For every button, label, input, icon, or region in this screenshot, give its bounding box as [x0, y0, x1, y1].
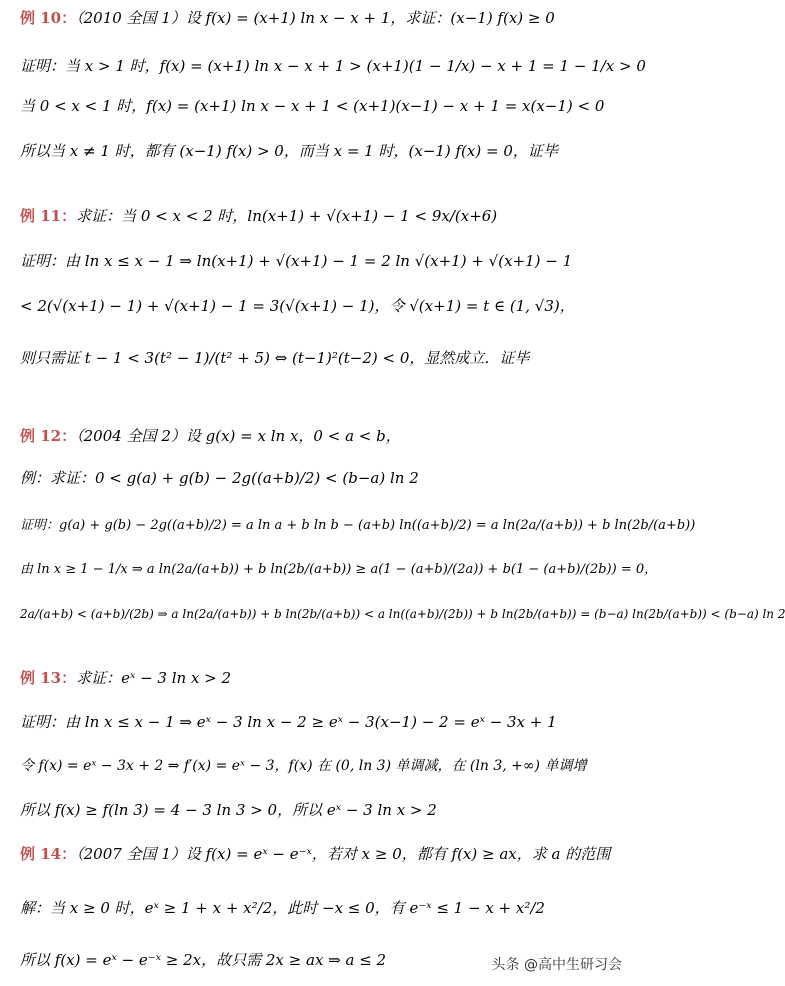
example-10-label: 例 10：	[20, 9, 77, 27]
example-13-line-4: 所以 f(x) ≥ f(ln 3) = 4 − 3 ln 3 > 0，所以 eˣ − 3 ln x > 2	[20, 801, 437, 819]
example-12-line-1: （2004 全国 2）设 g(x) = x ln x，0 < a < b，	[76, 427, 401, 445]
example-13-label: 例 13：	[20, 669, 77, 687]
example-14-label: 例 14：	[20, 845, 77, 863]
example-11-label: 例 11：	[20, 207, 77, 225]
example-12-line-2: 例：求证：0 < g(a) + g(b) − 2g((a+b)/2) < (b−a) ln 2	[20, 469, 419, 487]
example-10-heading	[20, 8, 634, 28]
example-11-line-2: 证明：由 ln x ≤ x − 1 ⇒ ln(x+1) + √(x+1) − 1 = 2 ln √(x+1) + √(x+1) − 1	[20, 252, 573, 270]
example-11-heading	[20, 206, 634, 226]
example-14-heading	[20, 844, 634, 864]
example-12-line-3: 证明：g(a) + g(b) − 2g((a+b)/2) = a ln a + b ln b − (a+b) ln((a+b)/2) = a ln(2a/(a+b)) + b ln(2b/(a+b))	[20, 518, 696, 533]
example-11-line-3: < 2(√(x+1) − 1) + √(x+1) − 1 = 3(√(x+1) − 1)，令 √(x+1) = t ∈ (1, √3)，	[20, 297, 575, 315]
watermark: 头条 @高中生研习会	[488, 952, 626, 976]
example-10-line-2: 证明：当 x > 1 时，f(x) = (x+1) ln x − x + 1 > (x+1)(1 − 1/x) − x + 1 = 1 − 1/x > 0	[20, 57, 646, 75]
example-13-line-1: 求证：eˣ − 3 ln x > 2	[76, 669, 232, 687]
example-13-line-2: 证明：由 ln x ≤ x − 1 ⇒ eˣ − 3 ln x − 2 ≥ eˣ − 3(x−1) − 2 = eˣ − 3x + 1	[20, 713, 557, 731]
example-14-line-3: 所以 f(x) = eˣ − e⁻ˣ ≥ 2x，故只需 2x ≥ ax ⇒ a ≤ 2	[20, 951, 387, 969]
example-14-line-2: 解：当 x ≥ 0 时，eˣ ≥ 1 + x + x²/2，此时 −x ≤ 0，有 e⁻ˣ ≤ 1 − x + x²/2	[20, 899, 545, 917]
example-13-line-3: 令 f(x) = eˣ − 3x + 2 ⇒ f′(x) = eˣ − 3，f(x) 在 (0, ln 3) 单调减，在 (ln 3, +∞) 单调增	[20, 758, 587, 774]
example-10-line-4: 所以当 x ≠ 1 时，都有 (x−1) f(x) > 0，而当 x = 1 时，(x−1) f(x) = 0，证毕	[20, 142, 558, 160]
example-10-line-3: 当 0 < x < 1 时，f(x) = (x+1) ln x − x + 1 < (x+1)(x−1) − x + 1 = x(x−1) < 0	[20, 97, 605, 115]
example-12-line-5: 2a/(a+b) < (a+b)/(2b) ⇒ a ln(2a/(a+b)) + b ln(2b/(a+b)) < a ln((a+b)/(2b)) + b ln(2b/(a+b)) = (b−a) ln(2b/(a+b)) < (b−a) ln 2	[20, 607, 785, 621]
example-12-heading	[20, 426, 634, 446]
example-12-line-4: 由 ln x ≥ 1 − 1/x ⇒ a ln(2a/(a+b)) + b ln(2b/(a+b)) ≥ a(1 − (a+b)/(2a)) + b(1 − (a+b)/(2b)) = 0，	[20, 562, 658, 577]
example-11-line-4: 则只需证 t − 1 < 3(t² − 1)/(t² + 5) ⇔ (t−1)²(t−2) < 0，显然成立．证毕	[20, 349, 530, 367]
example-10-line-1: （2010 全国 1）设 f(x) = (x+1) ln x − x + 1，求证：(x−1) f(x) ≥ 0	[76, 9, 555, 27]
example-14-line-1: （2007 全国 1）设 f(x) = eˣ − e⁻ˣ，若对 x ≥ 0，都有 f(x) ≥ ax，求 a 的范围	[76, 845, 611, 863]
example-11-line-1: 求证：当 0 < x < 2 时，ln(x+1) + √(x+1) − 1 < 9x/(x+6)	[76, 207, 498, 225]
example-13-heading	[20, 668, 634, 688]
example-12-label: 例 12：	[20, 427, 77, 445]
